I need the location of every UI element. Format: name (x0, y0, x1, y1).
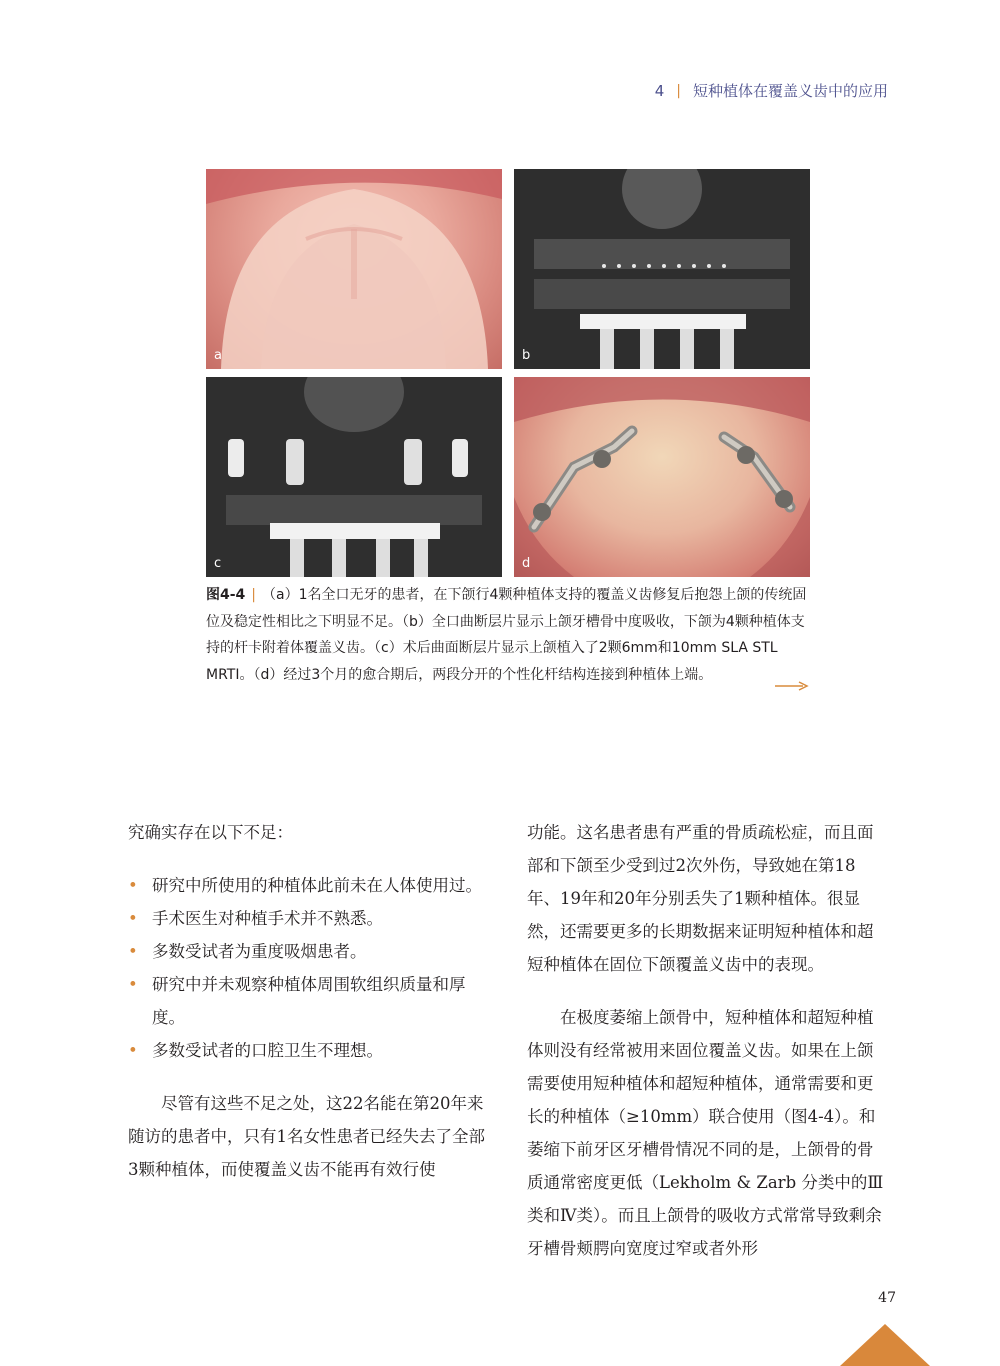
clinical-photo-edentulous-maxilla-icon (206, 169, 502, 369)
bullet-item: • 多数受试者为重度吸烟患者。 (128, 935, 488, 968)
caption-text: （a）1名全口无牙的患者，在下颌行4颗种植体支持的覆盖义齿修复后抱怨上颌的传统固位及稳定性相比之下明显不足。（b）全口曲断层片显示上颌牙槽骨中度吸收，下颌为4颗种植体支持的杆卡附着体覆盖义齿。（c）术后曲面断层片显示上颌植入了2颗6mm和10mm SLA STL MRTI。（d）经过3个月的愈合期后，两段分开的个性化杆结构连接到种植体上端。 (206, 587, 807, 683)
header-separator: | (676, 82, 681, 99)
panel-a-clinical-photo (206, 169, 502, 369)
bullet-item: • 研究中并未观察种植体周围软组织质量和厚度。 (128, 968, 488, 1034)
left-paragraph: 尽管有这些不足之处，这22名能在第20年来随访的患者中，只有1名女性患者已经失去了全部3颗种植体，而使覆盖义齿不能再有效行使 (128, 1094, 485, 1179)
bullet-item: • 多数受试者的口腔卫生不理想。 (128, 1034, 488, 1067)
panel-letter: c (214, 556, 222, 571)
left-intro: 究确实存在以下不足： (128, 823, 293, 842)
right-paragraph-2: 在极度萎缩上颌骨中，短种植体和超短种植体则没有经常被用来固位覆盖义齿。如果在上颌需要使用短种植体和超短种植体，通常需要和更长的种植体（≥10mm）联合使用（图4-4）。和萎缩下前牙区牙槽骨情况不同的是，上颌骨的骨质通常密度更低（Lekholm & Zarb 分类中的Ⅲ类和Ⅳ类）。而且上颌骨的吸收方式常常导致剩余牙槽骨颊腭向宽度过窄或者外形 (527, 1008, 884, 1258)
bullet-list (128, 869, 488, 1067)
page-number: 47 (878, 1290, 896, 1306)
right-paragraph-1: 功能。这名患者患有严重的骨质疏松症，而且面部和下颌至少受到过2次外伤，导致她在第18年、19年和20年分别丢失了1颗种植体。很显然，还需要更多的长期数据来证明短种植体和超短种植体在固位下颌覆盖义齿中的表现。 (527, 823, 874, 974)
panel-b-radiograph (514, 169, 810, 369)
panel-letter: d (522, 556, 531, 571)
bullet-item: • 研究中所使用的种植体此前未在人体使用过。 (128, 869, 488, 902)
corner-tab (840, 1324, 930, 1366)
panel-c-radiograph (206, 377, 502, 577)
caption-separator: | (251, 587, 257, 603)
arrow-right-icon (775, 680, 809, 692)
chapter-number: 4 (654, 81, 665, 100)
panoramic-radiograph-maxillary-implants-icon (206, 377, 502, 577)
bullet-item: • 手术医生对种植手术并不熟悉。 (128, 902, 488, 935)
panoramic-radiograph-mandibular-implants-icon (514, 169, 810, 369)
figure-number: 图4-4 (206, 587, 246, 603)
figure-caption (206, 582, 810, 688)
panel-letter: b (522, 348, 531, 363)
right-column (527, 816, 887, 1265)
running-header (655, 80, 888, 101)
chapter-title: 短种植体在覆盖义齿中的应用 (692, 82, 888, 100)
panel-letter: a (214, 348, 222, 363)
panel-d-clinical-photo (514, 377, 810, 577)
clinical-photo-bar-attachments-icon (514, 377, 810, 577)
left-column (128, 816, 488, 1186)
